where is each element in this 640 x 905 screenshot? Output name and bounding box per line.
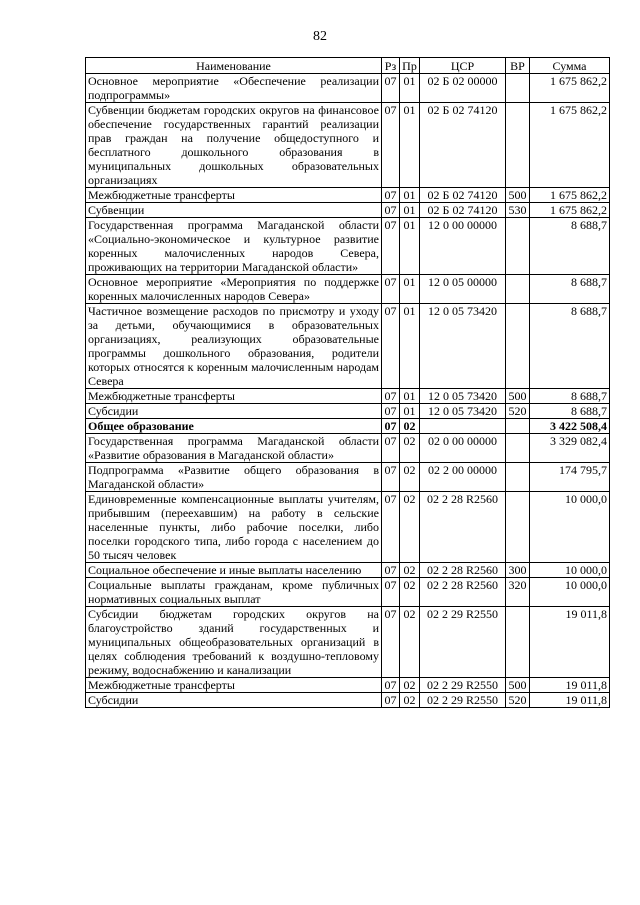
cell-csr: 12 0 05 73420 (420, 304, 506, 389)
cell-name: Основное мероприятие «Мероприятия по поддержке коренных малочисленных народов Севера» (86, 275, 382, 304)
cell-pr: 01 (400, 389, 420, 404)
cell-sum: 19 011,8 (530, 607, 610, 678)
cell-vr (506, 463, 530, 492)
cell-name: Субсидии бюджетам городских округов на благоустройство зданий государственных и муниципальных общеобразовательных организаций в целях соблюдения требований к воздушно-тепловому режиму, водоснабжению и канализации (86, 607, 382, 678)
cell-rz: 07 (382, 693, 400, 708)
cell-pr: 02 (400, 678, 420, 693)
cell-csr: 02 2 28 R2560 (420, 492, 506, 563)
cell-sum: 8 688,7 (530, 218, 610, 275)
table-row (86, 492, 610, 563)
table-row (86, 563, 610, 578)
cell-csr: 02 2 29 R2550 (420, 607, 506, 678)
cell-vr: 500 (506, 188, 530, 203)
cell-csr: 02 Б 02 74120 (420, 203, 506, 218)
table-row (86, 203, 610, 218)
table-row (86, 304, 610, 389)
cell-name: Государственная программа Магаданской области «Развитие образования в Магаданской области» (86, 434, 382, 463)
cell-name: Субвенции бюджетам городских округов на финансовое обеспечение государственных гарантий реализации прав граждан на получение общедоступного и бесплатного дошкольного образования в муниципальных дошкольных образовательных организациях (86, 103, 382, 188)
cell-pr: 02 (400, 419, 420, 434)
table-row (86, 389, 610, 404)
cell-csr: 02 0 00 00000 (420, 434, 506, 463)
cell-sum: 3 422 508,4 (530, 419, 610, 434)
cell-rz: 07 (382, 389, 400, 404)
cell-vr (506, 607, 530, 678)
cell-rz: 07 (382, 563, 400, 578)
cell-name: Социальное обеспечение и иные выплаты населению (86, 563, 382, 578)
cell-pr: 01 (400, 74, 420, 103)
cell-csr: 02 2 29 R2550 (420, 693, 506, 708)
cell-name: Межбюджетные трансферты (86, 389, 382, 404)
cell-vr: 520 (506, 404, 530, 419)
cell-name: Социальные выплаты гражданам, кроме публичных нормативных социальных выплат (86, 578, 382, 607)
header-name: Наименование (86, 58, 382, 74)
table-row (86, 188, 610, 203)
cell-vr: 500 (506, 389, 530, 404)
header-sum: Сумма (530, 58, 610, 74)
cell-csr: 12 0 05 73420 (420, 404, 506, 419)
cell-name: Подпрограмма «Развитие общего образования в Магаданской области» (86, 463, 382, 492)
cell-csr: 02 2 28 R2560 (420, 563, 506, 578)
header-csr: ЦСР (420, 58, 506, 74)
cell-rz: 07 (382, 203, 400, 218)
cell-sum: 19 011,8 (530, 693, 610, 708)
cell-vr (506, 74, 530, 103)
cell-sum: 1 675 862,2 (530, 74, 610, 103)
cell-name: Основное мероприятие «Обеспечение реализации подпрограммы» (86, 74, 382, 103)
cell-pr: 02 (400, 578, 420, 607)
cell-sum: 1 675 862,2 (530, 203, 610, 218)
cell-sum: 1 675 862,2 (530, 103, 610, 188)
table-header-row (86, 58, 610, 74)
cell-rz: 07 (382, 304, 400, 389)
cell-rz: 07 (382, 678, 400, 693)
cell-rz: 07 (382, 188, 400, 203)
cell-sum: 3 329 082,4 (530, 434, 610, 463)
cell-rz: 07 (382, 404, 400, 419)
cell-vr: 520 (506, 693, 530, 708)
cell-pr: 01 (400, 404, 420, 419)
cell-pr: 01 (400, 203, 420, 218)
cell-vr: 320 (506, 578, 530, 607)
cell-pr: 02 (400, 693, 420, 708)
cell-sum: 10 000,0 (530, 563, 610, 578)
cell-pr: 02 (400, 463, 420, 492)
cell-sum: 8 688,7 (530, 389, 610, 404)
cell-sum: 174 795,7 (530, 463, 610, 492)
cell-pr: 01 (400, 275, 420, 304)
cell-name: Единовременные компенсационные выплаты учителям, прибывшим (переехавшим) на работу в сельские населенные пункты, либо рабочие поселки, либо поселки городского типа, либо города с населением до 50 тысяч человек (86, 492, 382, 563)
table-row (86, 434, 610, 463)
cell-csr: 12 0 05 73420 (420, 389, 506, 404)
cell-sum: 10 000,0 (530, 492, 610, 563)
table-row (86, 678, 610, 693)
cell-rz: 07 (382, 419, 400, 434)
cell-name: Субсидии (86, 693, 382, 708)
cell-name: Субвенции (86, 203, 382, 218)
table-row (86, 275, 610, 304)
cell-vr (506, 218, 530, 275)
cell-name: Общее образование (86, 419, 382, 434)
table-row (86, 578, 610, 607)
cell-pr: 01 (400, 218, 420, 275)
cell-csr: 02 Б 02 00000 (420, 74, 506, 103)
page-number: 82 (313, 29, 327, 44)
cell-rz: 07 (382, 492, 400, 563)
cell-vr (506, 434, 530, 463)
cell-csr: 12 0 00 00000 (420, 218, 506, 275)
cell-sum: 8 688,7 (530, 275, 610, 304)
table-row (86, 218, 610, 275)
cell-sum: 8 688,7 (530, 404, 610, 419)
cell-sum: 8 688,7 (530, 304, 610, 389)
cell-name: Межбюджетные трансферты (86, 188, 382, 203)
table-row (86, 463, 610, 492)
cell-vr (506, 275, 530, 304)
cell-vr (506, 492, 530, 563)
table-body (86, 74, 610, 708)
cell-csr: 02 2 00 00000 (420, 463, 506, 492)
table-row (86, 404, 610, 419)
cell-pr: 01 (400, 103, 420, 188)
cell-csr (420, 419, 506, 434)
cell-rz: 07 (382, 463, 400, 492)
cell-vr (506, 419, 530, 434)
header-rz: Рз (382, 58, 400, 74)
cell-rz: 07 (382, 103, 400, 188)
cell-csr: 02 Б 02 74120 (420, 188, 506, 203)
cell-rz: 07 (382, 578, 400, 607)
budget-table (85, 57, 610, 708)
cell-vr: 530 (506, 203, 530, 218)
cell-csr: 12 0 05 00000 (420, 275, 506, 304)
cell-pr: 02 (400, 492, 420, 563)
cell-vr: 300 (506, 563, 530, 578)
cell-name: Государственная программа Магаданской области «Социально-экономическое и культурное развитие коренных малочисленных народов Севера, проживающих на территории Магаданской области» (86, 218, 382, 275)
cell-name: Межбюджетные трансферты (86, 678, 382, 693)
table-row (86, 103, 610, 188)
cell-pr: 01 (400, 304, 420, 389)
cell-vr (506, 304, 530, 389)
cell-pr: 02 (400, 434, 420, 463)
cell-rz: 07 (382, 434, 400, 463)
cell-rz: 07 (382, 218, 400, 275)
cell-rz: 07 (382, 275, 400, 304)
cell-csr: 02 2 28 R2560 (420, 578, 506, 607)
table-row (86, 693, 610, 708)
header-pr: Пр (400, 58, 420, 74)
cell-name: Субсидии (86, 404, 382, 419)
cell-sum: 10 000,0 (530, 578, 610, 607)
table-row (86, 74, 610, 103)
cell-name: Частичное возмещение расходов по присмотру и уходу за детьми, обучающимися в образовательных организациях, реализующих образовательные программы дошкольного образования, родители которых относятся к коренным малочисленным народам Севера (86, 304, 382, 389)
cell-vr: 500 (506, 678, 530, 693)
cell-sum: 19 011,8 (530, 678, 610, 693)
cell-rz: 07 (382, 607, 400, 678)
cell-csr: 02 2 29 R2550 (420, 678, 506, 693)
table-row (86, 607, 610, 678)
cell-pr: 02 (400, 563, 420, 578)
cell-rz: 07 (382, 74, 400, 103)
cell-pr: 01 (400, 188, 420, 203)
cell-pr: 02 (400, 607, 420, 678)
table-row (86, 419, 610, 434)
header-vr: ВР (506, 58, 530, 74)
cell-sum: 1 675 862,2 (530, 188, 610, 203)
cell-vr (506, 103, 530, 188)
cell-csr: 02 Б 02 74120 (420, 103, 506, 188)
